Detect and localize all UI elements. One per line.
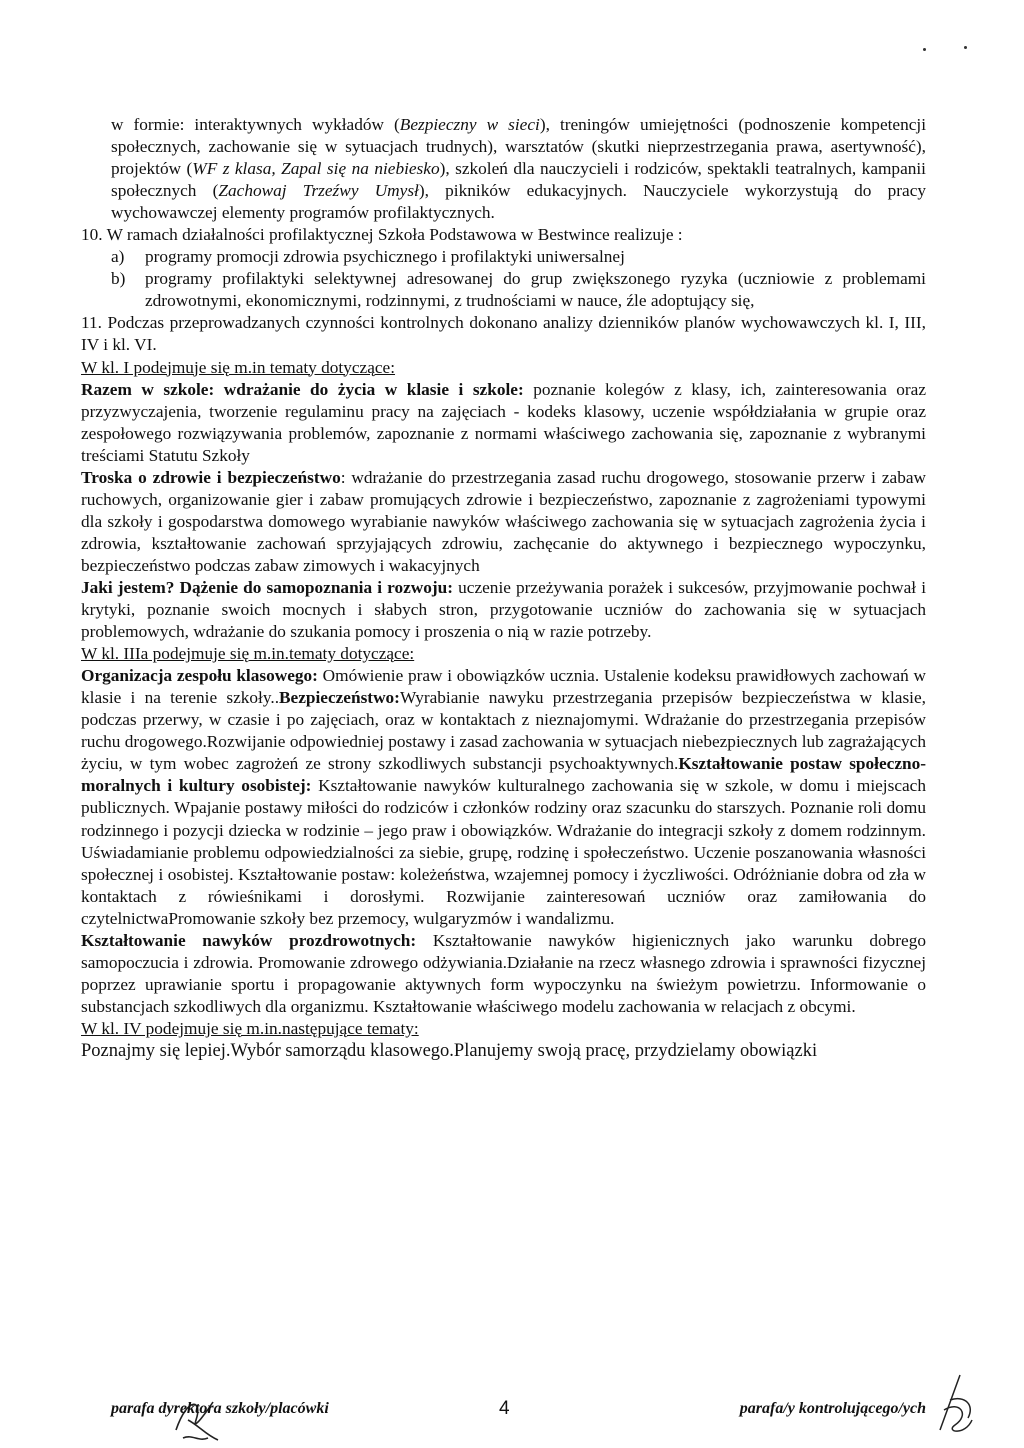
topic-text: Omówienie praw i obowiązków ucznia. Ustalenie kodeksu prawidłowych zachowań w klasie i na terenie szkoły.. [81, 666, 926, 708]
class-4-section [81, 1018, 926, 1062]
list-text: programy promocji zdrowia psychicznego i profilaktyki uniwersalnej [145, 247, 625, 267]
italic-run: Bezpieczny w sieci [399, 115, 540, 134]
topic-text: poznanie kolegów z klasy, ich, zainteresowania oraz przyzwyczajenia, tworzenie regulaminu pracy na zajęciach - kodeks klasowy, uczenie współdziałania w grupie oraz zespołowego rozwiązywania problemów, zapoznanie z normami właściwego zachowania się, zapoznanie z wybranymi treściami Statutu Szkoły [81, 379, 927, 465]
text-run: w formie: interaktywnych wykładów ( [111, 115, 400, 134]
class-4-heading: W kl. IV podejmuje się m.in.następujące tematy: [81, 1018, 419, 1038]
item-10-b [111, 268, 926, 312]
class-3-heading: W kl. IIIa podejmuje się m.in.tematy dotyczące: [81, 644, 415, 664]
text-run: ), treningów umiejętności (podnoszenie kompetencji społecznych, zachowanie się w sytuacjach trudnych), warsztatów (skutki nieprzestrzegania prawa, asertywność), projektów ( [111, 115, 927, 179]
item-10-a [111, 246, 926, 268]
class-1-section [81, 357, 926, 644]
topic-title: Kształtowanie postaw społeczno-moralnych i kultury osobistej: [81, 754, 926, 796]
class-4-text: Poznajmy się lepiej.Wybór samorządu klasowego.Planujemy swoją pracę, przydzielamy obowiązki [81, 1040, 818, 1061]
topic-title: Kształtowanie nawyków prozdrowotnych: [81, 930, 417, 950]
topic-text: uczenie przeżywania porażek i sukcesów, przyjmowanie pochwał i krytyki, poznanie swoich mocnych i słabych stron, przygotowanie uczniów do zachowania się w sytuacjach problemowych, wdrażanie do szukania pomocy i proszenia o nią w razie potrzeby. [81, 577, 926, 642]
class-1-topic-2 [81, 467, 926, 577]
topic-title: Jaki jestem? Dążenie do samopoznania i rozwoju: [81, 577, 454, 597]
page-number: 4 [499, 1398, 510, 1419]
class-1-topic-3 [81, 577, 926, 643]
list-text: programy profilaktyki selektywnej adresowanej do grup zwiększonego ryzyka (uczniowie z problemami zdrowotnymi, ekonomicznymi, rodzinnymi, z trudnościami w nauce, źle adoptujący się, [145, 269, 926, 311]
footer-director-initials-label: parafa dyrektora szkoły/placówki [111, 1400, 329, 1417]
list-marker: a) [111, 247, 125, 267]
topic-text: Wyrabianie nawyku przestrzegania przepisów bezpieczeństwa w klasie, podczas przerwy, w czasie i po zajęciach, oraz w kontaktach z nieznajomymi. Wdrażanie do przestrzegania przepisów ruchu drogowego.Rozwijanie odpowiedniej postawy i zasad zachowania w sytuacjach niebezpiecznych lub zagrażających życiu, w tym wobec zagrożeń ze strony szkodliwych substancji psychoaktywnych. [81, 688, 926, 774]
topic-text: Kształtowanie nawyków higienicznych jako warunku dobrego samopoczucia i zdrowia. Promowanie zdrowego odżywiania.Działanie na rzecz własnego zdrowia i sprawności fizycznej poprzez uprawianie sportu i propagowanie aktywnych form wypoczynku na świeżym powietrzu. Informowanie o substancjach szkodliwych dla organizmu. Kształtowanie właściwego modelu zachowania w relacjach z obcymi. [81, 930, 926, 1016]
class-1-topic-1 [81, 379, 926, 467]
footer-inspector-initials-label: parafa/y kontrolującego/ych [739, 1400, 926, 1417]
inspector-initials [930, 1370, 980, 1440]
scan-speck [923, 48, 926, 51]
item-10: 10. W ramach działalności profilaktycznej Szkoła Podstawowa w Bestwince realizuje : [81, 225, 683, 245]
topic-title: Bezpieczeństwo: [279, 688, 400, 708]
scan-speck [964, 46, 967, 49]
topic-title: Razem w szkole: wdrażanie do życia w klasie i szkole: [81, 379, 524, 399]
intro-paragraph [111, 114, 926, 224]
class-3-section [81, 643, 926, 1018]
item-11: 11. Podczas przeprowadzanych czynności kontrolnych dokonano analizy dzienników planów wychowawczych kl. I, III, IV i kl. VI. [81, 313, 926, 355]
list-marker: b) [111, 269, 126, 289]
italic-run: Zachowaj Trzeźwy Umysł [218, 181, 419, 201]
class-3-topics [81, 665, 926, 930]
topic-text: : wdrażanie do przestrzegania zasad ruchu drogowego, stosowanie przerw i zabaw ruchowych, organizowanie gier i zabaw promujących zdrowie i bezpieczeństwo, zapoznanie z zagrożeniami typowymi dla szkoły i gospodarstwa domowego wyrabianie nawyków właściwego zachowania się w sytuacjach zagrożenia życia i zdrowia, kształtowanie zachowań sprzyjających zdrowiu, zachęcanie do aktywnego i bezpiecznego wypoczynku, bezpieczeństwo podczas zabaw zimowych i wakacyjnych [81, 467, 926, 575]
topic-text: Kształtowanie nawyków kulturalnego zachowania się w szkole, w domu i miejscach publicznych. Wpajanie postawy miłości do rodziców i członków rodziny oraz szacunku do starszych. Poznanie roli domu rodzinnego i pozycji dziecka w rodzinie – jego praw i obowiązków. Wdrażanie do integracji szkoły z domem rodzinnym. Uświadamianie problemu odpowiedzialności za siebie, grupę, rodzinę i społeczeństwo. Uczenie poszanowania własności społecznej i osobistej. Kształtowanie postaw: koleżeństwa, wzajemnej pomocy i życzliwości. Odróżnianie dobra od zła w kontaktach z rówieśnikami i dorosłymi. Rozwijanie zainteresowań uczniów oraz zamiłowania do czytelnictwaPromowanie szkoły bez przemocy, wulgaryzmów i wandalizmu. [81, 776, 926, 928]
page-body [81, 114, 927, 1062]
italic-run: WF z klasa, Zapal się na niebiesko [192, 159, 440, 179]
text-run: ), szkoleń dla nauczycieli i rodziców, spektakli teatralnych, kampanii społecznych ( [111, 159, 926, 201]
topic-title: Troska o zdrowie i bezpieczeństwo [81, 467, 341, 487]
class-3-topic-health [81, 930, 926, 1018]
page-footer [111, 1400, 926, 1424]
topic-title: Organizacja zespołu klasowego: [81, 666, 318, 686]
class-1-heading: W kl. I podejmuje się m.in tematy dotyczące: [81, 357, 396, 377]
text-run: ), pikników edukacyjnych. Nauczyciele wykorzystują do pracy wychowawczej elementy programów profilaktycznych. [111, 181, 926, 223]
